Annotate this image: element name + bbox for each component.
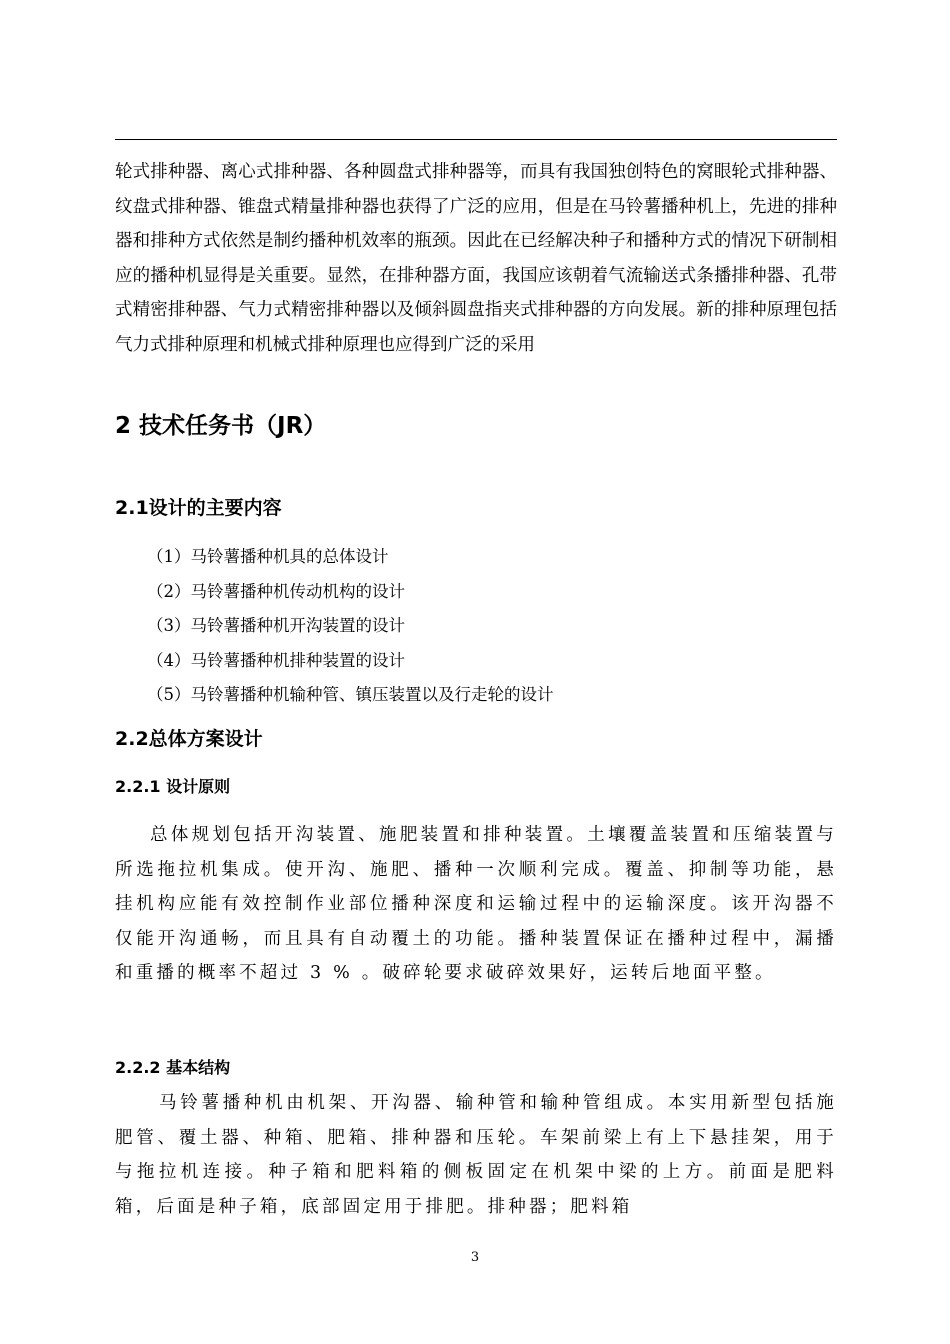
list-item: （5）马铃薯播种机输种管、镇压装置以及行走轮的设计 [147, 685, 554, 705]
section-2-2-1-heading: 2.2.1 设计原则 [115, 777, 231, 796]
header-rule [115, 139, 837, 140]
basic-structure-paragraph: 马铃薯播种机由机架、开沟器、输种管和输种管组成。本实用新型包括施肥管、覆土器、种箱、肥箱、排种器和压轮。车架前梁上有上下悬挂架，用于与拖拉机连接。种子箱和肥料箱的侧板固定在机架中梁的上方。前面是肥料箱，后面是种子箱，底部固定用于排肥。排种器；肥料箱 [115, 1093, 837, 1217]
section-2-2-2-heading: 2.2.2 基本结构 [115, 1058, 231, 1077]
list-item: （4）马铃薯播种机排种装置的设计 [147, 650, 405, 670]
design-content-list [147, 540, 554, 713]
list-item: （2）马铃薯播种机传动机构的设计 [147, 581, 405, 601]
body-paragraph-1: 轮式排种器、离心式排种器、各种圆盘式排种器等，而具有我国独创特色的窝眼轮式排种器、纹盘式排种器、锥盘式精量排种器也获得了广泛的应用，但是在马铃薯播种机上，先进的排种器和排种方式依然是制约播种机效率的瓶颈。因此在已经解决种子和播种方式的情况下研制相应的播种机显得是关重要。显然，在排种器方面，我国应该朝着气流输送式条播排种器、孔带式精密排种器、气力式精密排种器以及倾斜圆盘指夹式排种器的方向发展。新的排种原理包括气力式排种原理和机械式排种原理也应得到广泛的采用 [115, 162, 837, 355]
section-2-heading: 2 技术任务书（JR） [115, 413, 327, 439]
list-item: （1）马铃薯播种机具的总体设计 [147, 547, 389, 566]
design-principle-paragraph: 总体规划包括开沟装置、施肥装置和排种装置。土壤覆盖装置和压缩装置与所选拖拉机集成。使开沟、施肥、播种一次顺利完成。覆盖、抑制等功能，悬挂机构应能有效控制作业部位播种深度和运输过程中的运输深度。该开沟器不仅能开沟通畅，而且具有自动覆土的功能。播种装置保证在播种过程中，漏播和重播的概率不超过 3 % 。破碎轮要求破碎效果好，运转后地面平整。 [115, 825, 837, 984]
section-2-1-heading: 2.1设计的主要内容 [115, 497, 282, 519]
page-number: 3 [470, 1250, 480, 1265]
list-item: （3）马铃薯播种机开沟装置的设计 [147, 616, 405, 636]
section-2-2-heading: 2.2总体方案设计 [115, 728, 263, 750]
